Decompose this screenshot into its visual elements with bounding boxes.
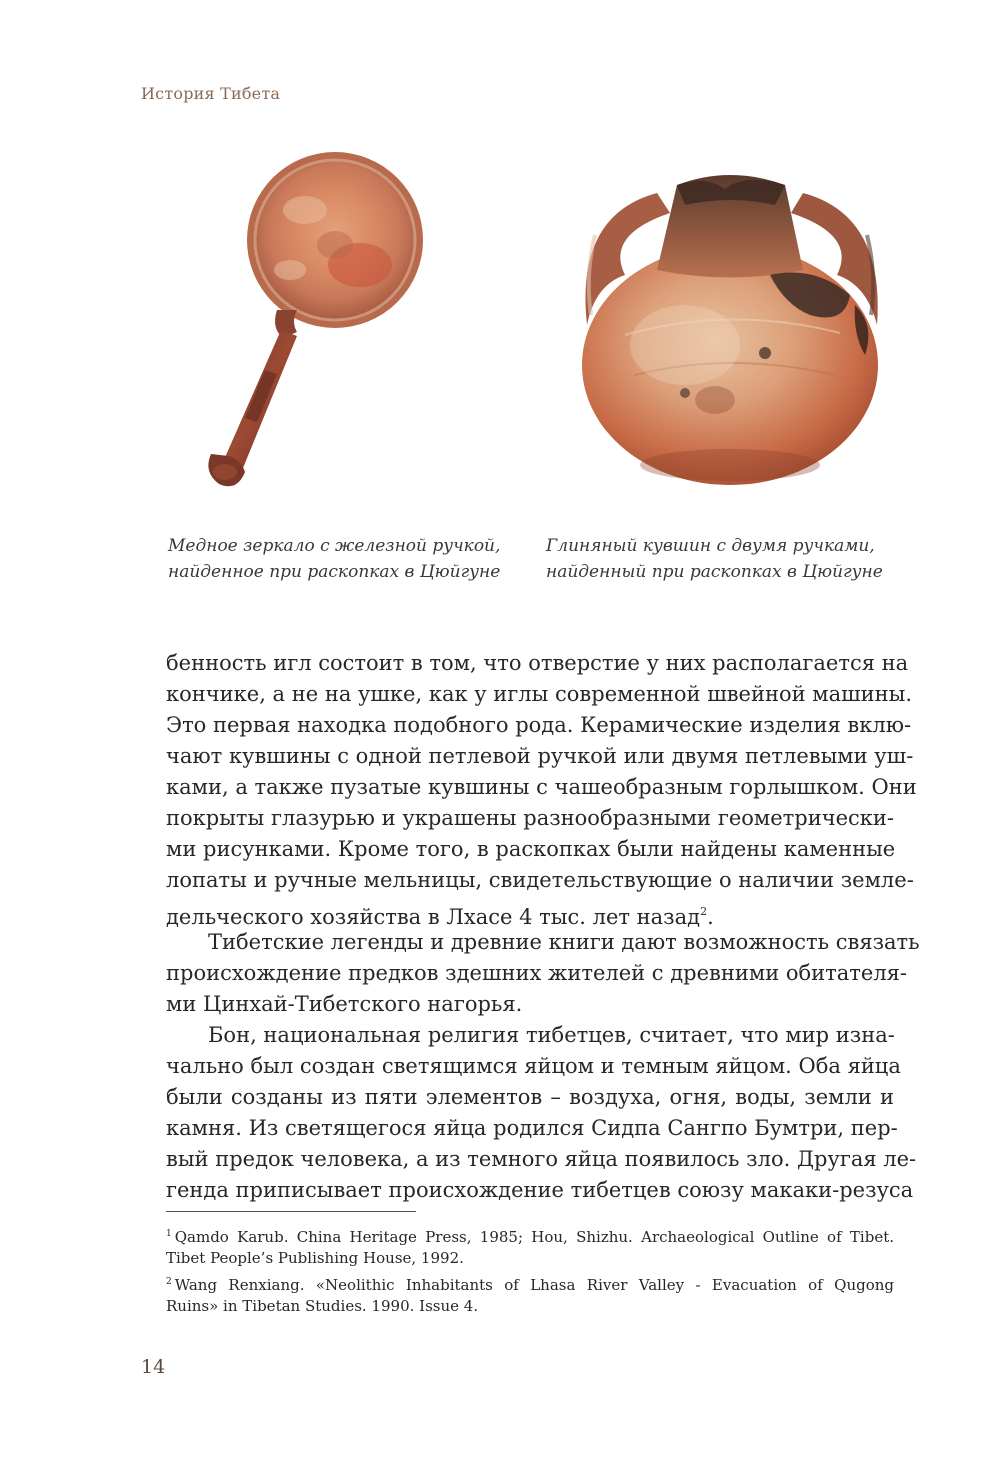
text-line: вый предок человека, а из темного яйца появилось зло. Другая ле- xyxy=(166,1147,917,1171)
text-line: были созданы из пяти элементов – воздуха, огня, воды, земли и xyxy=(166,1085,894,1109)
figure-caption-jug xyxy=(546,533,906,585)
text-line: Бон, национальная религия тибетцев, считает, что мир изна- xyxy=(208,1023,895,1047)
text-line: ми Цинхай-Тибетского нагорья. xyxy=(166,992,523,1016)
footnote-line xyxy=(166,1222,894,1246)
footnote-line xyxy=(166,1270,894,1294)
text-line: камня. Из светящегося яйца родился Сидпа Сангпо Бумтри, пер- xyxy=(166,1116,898,1140)
bronze-mirror-photo xyxy=(185,150,445,500)
footnote-text: Wang Renxiang. «Neolithic Inhabitants of Lhasa River Valley - Evacuation of Qugong xyxy=(174,1276,894,1294)
caption-line: Глиняный кувшин с двумя ручками, xyxy=(546,536,875,556)
footnote-text: Qamdo Karub. China Heritage Press, 1985; Hou, Shizhu. Archaeological Outline of Tibet. xyxy=(174,1228,894,1246)
caption-line: Медное зеркало с железной ручкой, xyxy=(168,536,501,556)
running-head: История Тибета xyxy=(141,84,281,103)
text-line: чально был создан светящимся яйцом и темным яйцом. Оба яйца xyxy=(166,1054,901,1078)
text-line: ми рисунками. Кроме того, в раскопках были найдены каменные xyxy=(166,837,896,861)
clay-jug-photo xyxy=(565,165,895,490)
footnote-separator xyxy=(166,1211,416,1212)
figure-caption-mirror xyxy=(168,533,528,585)
body-text xyxy=(166,648,920,1206)
page-number: 14 xyxy=(141,1356,166,1378)
footnote-mark: 2 xyxy=(166,1277,172,1287)
footnote-line: Ruins» in Tibetan Studies. 1990. Issue 4. xyxy=(166,1297,479,1315)
text-line: лопаты и ручные мельницы, свидетельствующие о наличии земле- xyxy=(166,868,914,892)
footnotes xyxy=(166,1222,894,1318)
text-line: Тибетские легенды и древние книги дают возможность связать xyxy=(208,930,920,954)
footnote-ref[interactable]: 2 xyxy=(700,905,708,918)
text-line: кончике, а не на ушке, как у иглы современной швейной машины. xyxy=(166,682,913,706)
text-line: происхождение предков здешних жителей с древними обитателя- xyxy=(166,961,908,985)
text-line: покрыты глазурью и украшены разнообразными геометрически- xyxy=(166,806,894,830)
caption-line: найденное при раскопках в Цюйгуне xyxy=(168,562,501,582)
caption-line: найденный при раскопках в Цюйгуне xyxy=(546,562,883,582)
footnote-line: Tibet People’s Publishing House, 1992. xyxy=(166,1249,464,1267)
text-line: чают кувшины с одной петлевой ручкой или двумя петлевыми уш- xyxy=(166,744,914,768)
footnote-mark: 1 xyxy=(166,1229,172,1239)
text-line: ками, а также пузатые кувшины с чашеобразным горлышком. Они xyxy=(166,775,917,799)
text-line-content: дельческого хозяйства в Лхасе 4 тыс. лет назад xyxy=(166,905,701,929)
text-line: генда приписывает происхождение тибетцев союзу макаки-резуса xyxy=(166,1178,914,1202)
text-line: Это первая находка подобного рода. Керамические изделия вклю- xyxy=(166,713,912,737)
text-line: бенность игл состоит в том, что отверстие у них располагается на xyxy=(166,651,909,675)
text-line: дельческого хозяйства в Лхасе 4 тыс. лет назад$^2$. xyxy=(166,905,714,929)
